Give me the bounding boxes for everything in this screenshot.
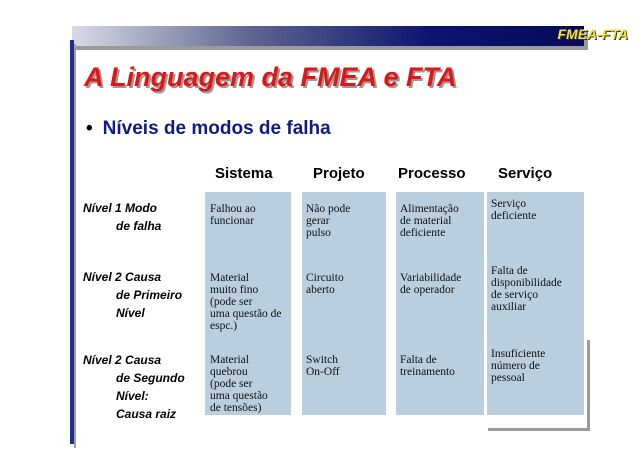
cell-r1-projeto: Não pode gerar pulso	[306, 203, 351, 239]
header-bar	[72, 26, 584, 46]
cell-r3-sistema: Material quebrou (pode ser uma questão de tensões)	[210, 354, 268, 414]
row-label-line: de Segundo	[116, 371, 185, 385]
row-label-1	[83, 199, 161, 235]
cell-r1-servico: Serviço deficiente	[491, 198, 537, 222]
left-rule-shadow	[74, 44, 76, 448]
row-label-line: de falha	[116, 219, 162, 233]
row-label-2	[83, 268, 182, 322]
row-label-line: Nível 2 Causa	[83, 270, 162, 284]
column-header-sistema: Sistema	[215, 165, 273, 182]
bullet-point	[86, 118, 331, 140]
row-label-line: Nível 1 Modo	[83, 201, 158, 215]
header-badge: FMEA-FTA	[557, 26, 628, 42]
cell-r2-sistema: Material muito fino (pode ser uma questão de espc.)	[210, 272, 282, 332]
row-label-line: Causa raiz	[116, 407, 177, 421]
cell-r3-projeto: Switch On-Off	[306, 354, 340, 378]
cell-r2-projeto: Circuito aberto	[306, 272, 344, 296]
cell-r3-servico: Insuficiente número de pessoal	[491, 348, 546, 384]
row-label-line: Nível	[116, 306, 145, 320]
column-header-processo: Processo	[398, 165, 466, 182]
row-label-line: Nível:	[116, 389, 149, 403]
row-label-line: de Primeiro	[116, 288, 183, 302]
column-header-projeto: Projeto	[313, 165, 365, 182]
cell-r1-sistema: Falhou ao funcionar	[210, 203, 256, 227]
left-rule	[70, 40, 74, 444]
cell-r3-processo: Falta de treinamento	[400, 354, 455, 378]
cell-r2-servico: Falta de disponibilidade de serviço auxiliar	[491, 265, 562, 313]
column-header-servico: Serviço	[498, 165, 553, 182]
row-label-line: Nível 2 Causa	[83, 353, 162, 367]
slide-title: A Linguagem da FMEA e FTA	[84, 62, 457, 92]
row-label-3	[83, 351, 185, 423]
cell-r1-processo: Alimentação de material deficiente	[400, 203, 459, 239]
table-shadow-right	[587, 340, 590, 428]
bullet-text: Níveis de modos de falha	[102, 118, 331, 139]
table-shadow-bottom	[488, 428, 590, 431]
cell-r2-processo: Variabilidade de operador	[400, 272, 462, 296]
bullet-icon: •	[86, 118, 93, 139]
